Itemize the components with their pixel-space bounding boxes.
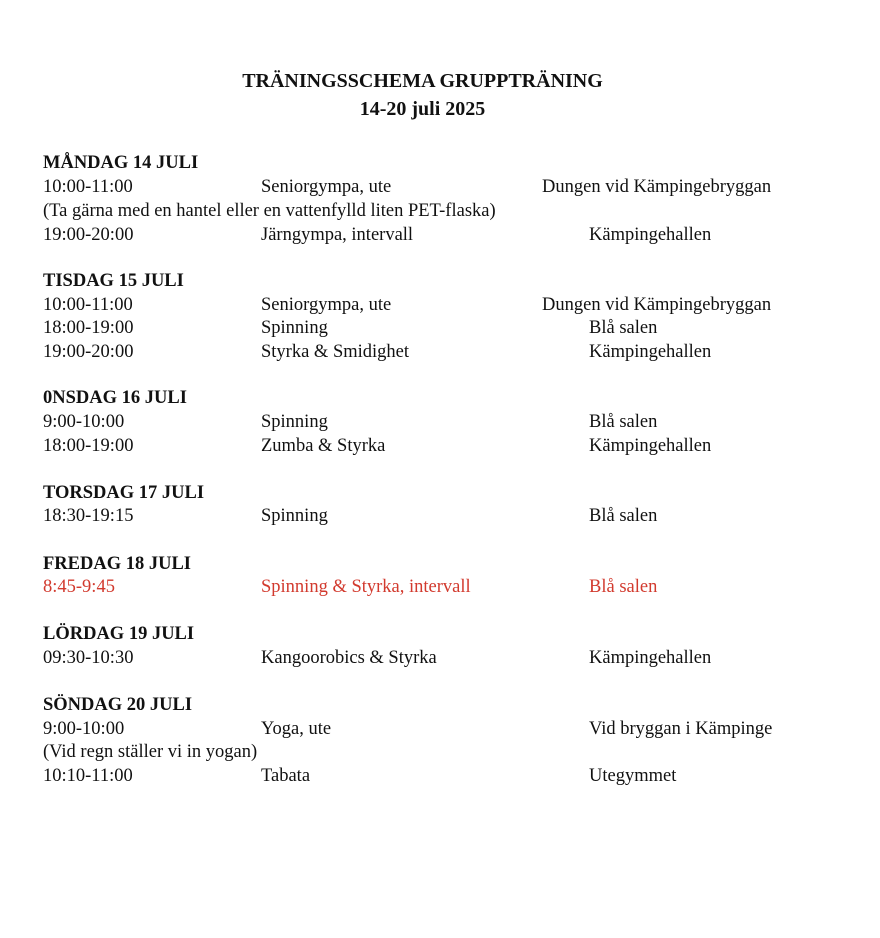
row-time: 10:00-11:00 [43,295,133,315]
row-location: Kämpingehallen [589,648,712,668]
row-location: Kämpingehallen [589,225,712,245]
row-activity: Spinning [261,506,328,526]
title-line-1: TRÄNINGSSCHEMA GRUPPTRÄNING [242,70,603,92]
row-location: Blå salen [589,318,658,338]
row-location: Utegymmet [589,766,677,786]
row-time: 10:10-11:00 [43,766,133,786]
row-note: (Vid regn ställer vi in yogan) [43,742,258,762]
row-time: 9:00-10:00 [43,412,125,432]
row-activity: Zumba & Styrka [261,436,386,456]
row-activity: Spinning [261,412,328,432]
row-location: Dungen vid Kämpingebryggan [542,295,772,315]
row-activity: Seniorgympa, ute [261,295,392,315]
day-heading-monday: MÅNDAG 14 JULI [43,153,199,173]
row-activity: Spinning & Styrka, intervall [261,577,471,597]
day-heading-sunday: SÖNDAG 20 JULI [43,695,193,715]
row-time: 19:00-20:00 [43,342,134,362]
row-location: Blå salen [589,412,658,432]
row-activity: Styrka & Smidighet [261,342,409,362]
row-time: 8:45-9:45 [43,577,115,597]
row-note: (Ta gärna med en hantel eller en vattenfylld liten PET-flaska) [43,201,496,221]
row-activity: Yoga, ute [261,719,332,739]
row-location: Dungen vid Kämpingebryggan [542,177,772,197]
row-location: Vid bryggan i Kämpinge [589,719,773,739]
row-time: 19:00-20:00 [43,225,134,245]
row-activity: Seniorgympa, ute [261,177,392,197]
row-time: 09:30-10:30 [43,648,134,668]
day-heading-saturday: LÖRDAG 19 JULI [43,624,195,644]
row-time: 18:30-19:15 [43,506,134,526]
row-location: Blå salen [589,577,658,597]
row-time: 18:00-19:00 [43,436,134,456]
day-heading-friday: FREDAG 18 JULI [43,554,192,574]
row-activity: Tabata [261,766,311,786]
row-location: Kämpingehallen [589,436,712,456]
row-activity: Kangoorobics & Styrka [261,648,437,668]
row-location: Blå salen [589,506,658,526]
row-time: 9:00-10:00 [43,719,125,739]
row-activity: Järngympa, intervall [261,225,414,245]
row-time: 18:00-19:00 [43,318,134,338]
day-heading-thursday: TORSDAG 17 JULI [43,483,205,503]
row-activity: Spinning [261,318,328,338]
title-line-2: 14-20 juli 2025 [359,98,486,120]
row-time: 10:00-11:00 [43,177,133,197]
day-heading-tuesday: TISDAG 15 JULI [43,271,184,291]
row-location: Kämpingehallen [589,342,712,362]
day-heading-wednesday: 0NSDAG 16 JULI [43,388,187,408]
